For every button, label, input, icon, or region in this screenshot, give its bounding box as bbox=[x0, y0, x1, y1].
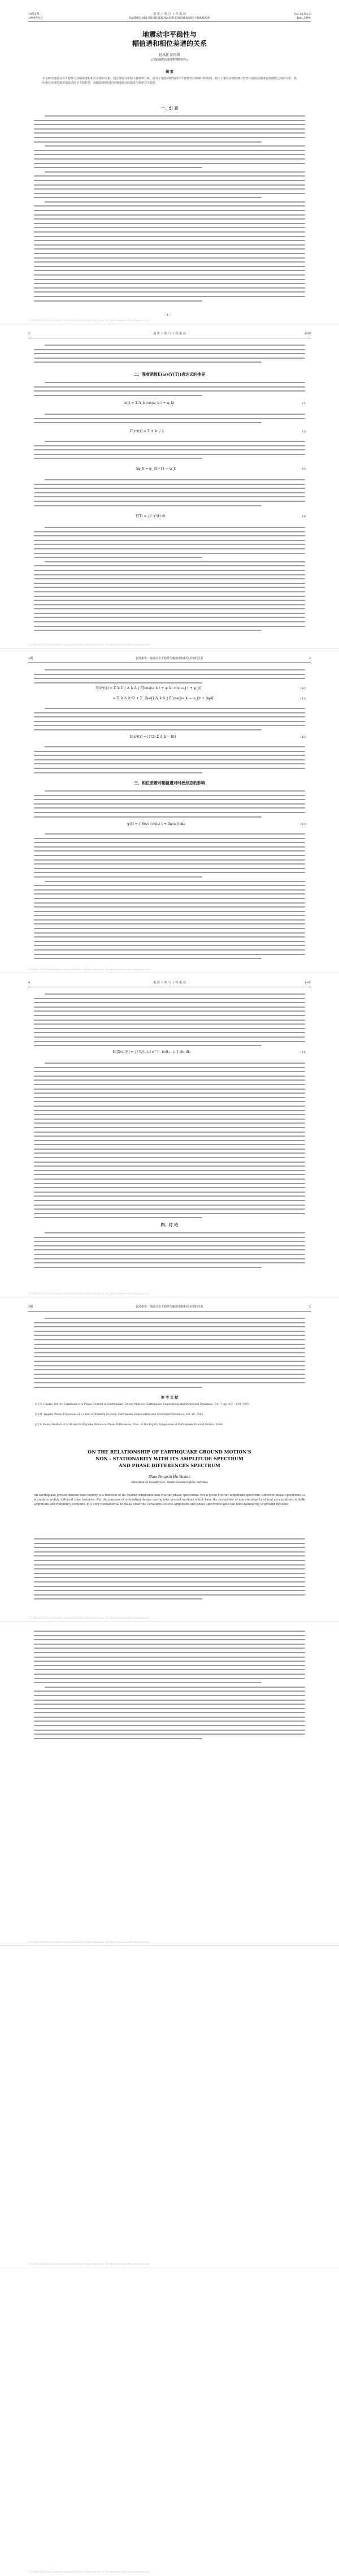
running-head-right: 5 bbox=[308, 1305, 311, 1309]
body-text bbox=[34, 1063, 305, 1222]
english-authors: Zhao Fengxin Hu Yuxian bbox=[148, 1475, 191, 1479]
body-text bbox=[34, 746, 305, 776]
english-abstract: An earthquake ground motion time history is a function of its Fourier amplitude and Fourier phase spectrums. For a given Fourier amplitude spectrum, different phase spectrums can produce widely different time histories. For the purpose of simulating design earthquake ground motions which have the properties of non-stationarity of real accelerations in both amplitude and frequency contents, it is very fundamental to make clear the variations of both amplitude and phase spectrums with the non-stationarity of ground motions. bbox=[34, 1494, 305, 1506]
equation-3-number: (3) bbox=[302, 467, 306, 471]
body-text bbox=[34, 833, 305, 962]
page-8 bbox=[0, 2268, 339, 2576]
equation-13: ψ(t) = ∫ S(ω) cos[ω t + Δφ(ω)] dω bbox=[127, 822, 185, 826]
watermark-7: (C) 1994-2012 China Academic Journal Electronic Publishing House. All rights reserved. http://www.cnki.net bbox=[28, 2263, 150, 2265]
section-4-heading: 四、讨 论 bbox=[160, 1222, 179, 1227]
body-text bbox=[34, 994, 305, 1050]
reference-3: [3] K. Kubo, Method of Artificial Earthquake Waves on Phase Differences, Proc. of the Eighth Symposium of Earthquake Ground Motion, 1986. bbox=[35, 1424, 224, 1426]
journal-name-en: EARTHQUAKE ENGINEERING AND ENGINEERING VIBRATION bbox=[129, 17, 210, 20]
equation-11-number: (11) bbox=[300, 697, 306, 700]
body-text bbox=[34, 382, 305, 399]
reference-2: [2] M. Nigam, Phase Properties of a Class of Random Process, Earthquake Engineering and Structural Dynamics, Vol. 10, 1982. bbox=[35, 1413, 204, 1416]
running-head-center: 赵凤新等：地震动非平稳性与幅值谱和相位差谱的关系 bbox=[135, 1305, 203, 1309]
section-1-heading: 一、引 言 bbox=[160, 105, 179, 110]
english-title-line1: ON THE RELATIONSHIP OF EARTHQUAKE GROUND MOTION'S bbox=[88, 1449, 251, 1455]
page-7 bbox=[0, 1946, 339, 2268]
paper-title-line1: 地震动非平稳性与 bbox=[142, 31, 197, 38]
equation-1-number: (1) bbox=[302, 402, 306, 405]
journal-volume-right: Vol.14,No.2 bbox=[294, 12, 311, 16]
section-2-heading: 二、强度函数E(ω)(Y(T))表达式的推导 bbox=[133, 372, 206, 377]
section-1-body bbox=[34, 115, 305, 304]
running-head-left: 2期 bbox=[28, 657, 33, 660]
watermark-8: (C) 1994-2012 China Academic Journal Electronic Publishing House. All rights reserved. http://www.cnki.net bbox=[28, 2570, 150, 2573]
journal-issue-left: 14卷2期 bbox=[28, 12, 40, 16]
paper-title-line2: 幅值谱和相位差谱的关系 bbox=[132, 40, 207, 48]
running-head-left: 2 bbox=[28, 332, 31, 336]
running-head-center: 赵凤新等：地震动非平稳性与幅值谱和相位差谱的关系 bbox=[135, 657, 203, 660]
running-head-center: 地 震 工 程 与 工 程 振 动 bbox=[153, 981, 186, 984]
page-3 bbox=[0, 649, 339, 973]
body-text bbox=[34, 1232, 305, 1271]
equation-4-number: (4) bbox=[302, 515, 306, 518]
body-text bbox=[34, 527, 305, 634]
watermark-6: (C) 1994-2012 China Academic Journal Electronic Publishing House. All rights reserved. http://www.cnki.net bbox=[28, 1941, 150, 1943]
equation-3: Δφ_k = φ_{k+1} − φ_k bbox=[136, 467, 176, 471]
page-number: —1— bbox=[164, 313, 172, 317]
body-text bbox=[34, 790, 305, 820]
equation-1: x(t) = Σ A_k cos(ω_k t + φ_k) bbox=[124, 401, 175, 405]
page-4 bbox=[0, 973, 339, 1297]
affiliation: (国家地震局地球物理研究所) bbox=[151, 58, 188, 62]
equation-10-number: (10) bbox=[300, 687, 306, 690]
running-head-right: 3 bbox=[308, 657, 311, 660]
equation-2: E[x²(t)] = Σ A_k² / 2 bbox=[130, 429, 164, 433]
authors: 赵凤新 胡聿贤 bbox=[159, 53, 180, 57]
reference-1: [1] N. Ohsaki, On the Significance of Phase Content in Earthquake Ground Motions, Earthquake Engineering and Structural Dynamics, Vol. 7, pp. 427—439, 1979. bbox=[35, 1403, 250, 1406]
body-text bbox=[34, 414, 305, 427]
body-text bbox=[34, 669, 305, 686]
running-head-left: 2期 bbox=[28, 1305, 33, 1309]
journal-date-left: 1994年6月 bbox=[28, 16, 43, 20]
abstract-text: 本文研究地震动非平稳性与其幅值谱和相位差谱的关系。通过理论分析和大量数值计算，探讨了地震动时程的非平稳特性在频域中的体现，给出了相位差谱的统计特性与地震动强度包络函数之间的关系，指出相位差谱控制着地震动的非平稳特性，而幅值谱则同时影响地震动的强度与频率非平稳性。 bbox=[42, 77, 297, 85]
watermark-2: (C) 1994-2012 China Academic Journal Electronic Publishing House. All rights reserved. http://www.cnki.net bbox=[28, 643, 150, 646]
english-title-line2: NON - STATIONARITY WITH ITS AMPLITUDE SPECTRUM bbox=[95, 1456, 244, 1461]
page-5 bbox=[0, 1297, 339, 1622]
equation-11: = Σ_k A_k²/2 + Σ_{k≠j} A_k A_j E[cos((ω_k − ω_j)t + Δφ)] bbox=[113, 696, 214, 700]
watermark-1: (C) 1994-2012 China Academic Journal Electronic Publishing House. All rights reserved. http://www.cnki.net bbox=[28, 319, 150, 322]
running-head-center: 地 震 工 程 与 工 程 振 动 bbox=[153, 332, 186, 336]
page-1 bbox=[0, 0, 339, 324]
equation-10: E[x²(t)] = Σ_k Σ_j A_k A_j E[cos(ω_k t + φ_k) cos(ω_j t + φ_j)] bbox=[96, 686, 202, 690]
equation-4: Y(T) = ∫₀ᵀ x²(t) dt bbox=[136, 514, 166, 518]
page-2 bbox=[0, 324, 339, 649]
running-head-right: 14卷 bbox=[304, 332, 311, 336]
journal-name-cn: 地 震 工 程 与 工 程 振 动 bbox=[153, 12, 186, 16]
running-head-right: 14卷 bbox=[304, 981, 311, 984]
watermark-3: (C) 1994-2012 China Academic Journal Electronic Publishing House. All rights reserved. http://www.cnki.net bbox=[28, 968, 150, 971]
equation-13-number: (13) bbox=[300, 823, 306, 826]
journal-date-right: Jun.,1994 bbox=[297, 16, 311, 20]
abstract-label: 摘 要 bbox=[165, 70, 174, 74]
header-rule bbox=[28, 21, 311, 22]
running-head-left: 4 bbox=[28, 981, 31, 984]
equation-12-number: (12) bbox=[300, 736, 306, 739]
equation-14: E[|X(ω)|²] = ∫∫ R(t₁,t₂) e^{−iω(t₁−t₂)} dt₁ dt₂ bbox=[113, 1050, 191, 1054]
body-text bbox=[34, 1318, 305, 1391]
body-text bbox=[34, 1631, 305, 1742]
body-text bbox=[34, 345, 305, 366]
equation-2-number: (2) bbox=[302, 430, 306, 433]
references-heading: 参 考 文 献 bbox=[160, 1396, 179, 1400]
watermark-4: (C) 1994-2012 China Academic Journal Electronic Publishing House. All rights reserved. http://www.cnki.net bbox=[28, 1292, 150, 1295]
section-3-heading: 三、相位差谱对幅值谱对时程形态的影响 bbox=[134, 780, 205, 785]
body-text bbox=[34, 479, 305, 509]
body-text bbox=[34, 441, 305, 462]
body-text bbox=[34, 708, 305, 734]
english-title-line3: AND PHASE DIFFERENCES SPECTRUM bbox=[119, 1463, 220, 1468]
equation-14-number: (14) bbox=[300, 1051, 306, 1054]
page-6 bbox=[0, 1622, 339, 1946]
english-abstract-continued bbox=[34, 1538, 305, 1603]
equation-12: E[x²(t)] ≈ (1/2) Σ A_k² · f(t) bbox=[130, 735, 176, 739]
english-affiliation: (Institute of Geophysics, State Seismological Bureau) bbox=[131, 1481, 208, 1484]
watermark-5: (C) 1994-2012 China Academic Journal Electronic Publishing House. All rights reserved. http://www.cnki.net bbox=[28, 1616, 150, 1619]
